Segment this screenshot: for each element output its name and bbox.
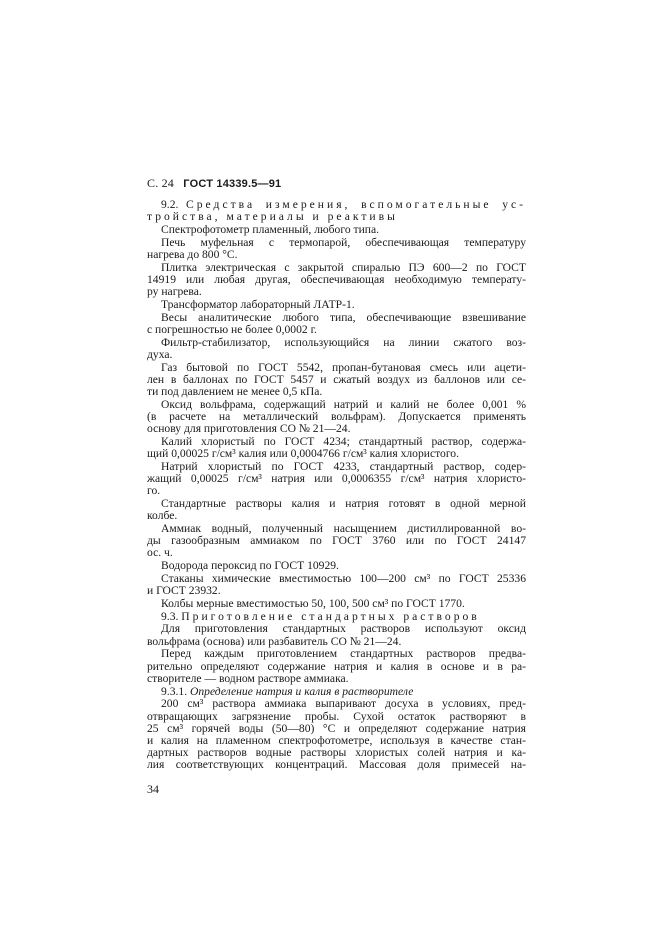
text-line: Колбы мерные вместимостью 50, 100, 500 см³ по ГОСТ 1770. [161, 596, 465, 610]
section-heading: тройства, материалы и реактивы [147, 210, 398, 224]
text-line: створителе — водном растворе аммиака. [147, 671, 349, 685]
paragraph [147, 436, 526, 460]
page-sheet [147, 176, 526, 796]
text-line: лен в баллонах по ГОСТ 5457 и сжатый воздух из баллонов или се- [147, 372, 526, 386]
text-line: 200 см³ раствора аммиака выпаривают досуха в условиях, пред- [161, 697, 526, 711]
section-heading: Приготовление стандартных растворов [181, 609, 480, 623]
text-line: ды газообразным аммиаком по ГОСТ 3760 или по ГОСТ 24147 [147, 534, 526, 548]
text-line: колбе. [147, 509, 178, 523]
paragraph [147, 648, 526, 685]
text-line: жащий 0,00025 г/см³ натрия или 0,0006355 г/см³ натрия хлористо- [147, 472, 526, 486]
text-line: ос. ч. [147, 546, 173, 560]
text-line: Фильтр-стабилизатор, использующийся на линии сжатого воз- [161, 335, 526, 349]
text-line: Перед каждым приготовлением стандартных растворов предва- [161, 647, 526, 661]
paragraph [147, 686, 526, 698]
document-body [147, 199, 526, 772]
header-standard-number: ГОСТ 14339.5—91 [183, 178, 282, 190]
text-line: и калия на пламенном спектрофотометре, используя в качестве стан- [147, 733, 526, 747]
text-line: Газ бытовой по ГОСТ 5542, пропан-бутановая смесь или ацети- [161, 360, 526, 374]
paragraph [147, 337, 526, 361]
paragraph [147, 498, 526, 522]
paragraph [147, 237, 526, 261]
subsection-heading: Определение натрия и калия в растворителе [189, 684, 414, 698]
text-line: Трансформатор лабораторный ЛАТР-1. [161, 297, 355, 311]
text-line: отвращающих загрязнение пробы. Сухой остаток растворяют в [147, 709, 526, 723]
text-line: вольфрама (основа) или разбавитель СО № 21—24. [147, 634, 402, 648]
text-line: лия соответствующих концентраций. Массовая доля примесей на- [147, 758, 526, 772]
paragraph [147, 560, 526, 572]
text-line: духа. [147, 347, 173, 361]
text-line: Калий хлористый по ГОСТ 4234; стандартный раствор, содержа- [161, 434, 526, 448]
text-line: Для приготовления стандартных растворов используют оксид [161, 622, 526, 636]
paragraph [147, 698, 526, 771]
text-line: го. [147, 484, 161, 498]
text-line: Стаканы химические вместимостью 100—200 см³ по ГОСТ 25336 [161, 571, 526, 585]
paragraph [147, 611, 526, 623]
paragraph [147, 312, 526, 336]
text-line [147, 211, 526, 223]
page-number: 34 [147, 781, 159, 796]
paragraph [147, 224, 526, 236]
paragraph [147, 598, 526, 610]
text-line: Натрий хлористый по ГОСТ 4233, стандартный раствор, содер- [161, 459, 526, 473]
text-line: Плитка электрическая с закрытой спиралью ПЭ 600—2 по ГОСТ [161, 260, 526, 274]
text-line: 14919 или любая другая, обеспечивающая необходимую температу- [147, 272, 526, 286]
header-page-ref: С. 24 [147, 176, 175, 190]
paragraph [147, 262, 526, 299]
text-line: Водорода пероксид по ГОСТ 10929. [161, 559, 339, 573]
text-line: щий 0,00025 г/см³ калия или 0,0004766 г/см³ калия хлористого. [147, 447, 459, 461]
paragraph [147, 299, 526, 311]
text-line: Весы аналитические любого типа, обеспечивающие взвешивание [161, 310, 526, 324]
text-line: (в расчете на металлический вольфрам). Допускается применять [147, 409, 526, 423]
text-line: Оксид вольфрама, содержащий натрий и калий не более 0,001 % [161, 397, 526, 411]
text-line: и ГОСТ 23932. [147, 584, 221, 598]
paragraph [147, 623, 526, 647]
text-line: 9.3. Приготовление стандартных растворов [161, 609, 480, 623]
text-line: Спектрофотометр пламенный, любого типа. [161, 222, 380, 236]
text-line: ти под давлением не менее 0,5 кПа. [147, 384, 323, 398]
text-line: ру нагрева. [147, 285, 202, 299]
text-line: Печь муфельная с термопарой, обеспечивающая температуру [161, 235, 526, 249]
paragraph [147, 199, 526, 223]
paragraph [147, 523, 526, 560]
paragraph [147, 362, 526, 399]
text-line: основу для приготовления СО № 21—24. [147, 422, 351, 436]
text-line: 25 см³ горячей воды (50—80) °С и определяют содержание натрия [147, 721, 526, 735]
text-line: нагрева до 800 °С. [147, 247, 238, 261]
paragraph [147, 461, 526, 498]
text-line: Стандартные растворы калия и натрия готовят в одной мерной [161, 497, 526, 511]
text-line: дартных растворов водные растворы хлористых солей натрия и ка- [147, 746, 526, 760]
text-line: с погрешностью не более 0,0002 г. [147, 322, 317, 336]
paragraph [147, 573, 526, 597]
text-line: 9.2. Средства измерения, вспомогательные ус- [161, 198, 527, 211]
section-heading: Средства измерения, вспомогательные ус- [186, 198, 527, 211]
text-line: 9.3.1. Определение натрия и калия в растворителе [161, 684, 414, 698]
paragraph [147, 399, 526, 436]
text-line: Аммиак водный, полученный насыщением дистиллированной во- [161, 522, 526, 535]
running-header [147, 176, 526, 190]
text-line: рительно определяют содержание натрия и калия в основе и в ра- [147, 659, 526, 673]
